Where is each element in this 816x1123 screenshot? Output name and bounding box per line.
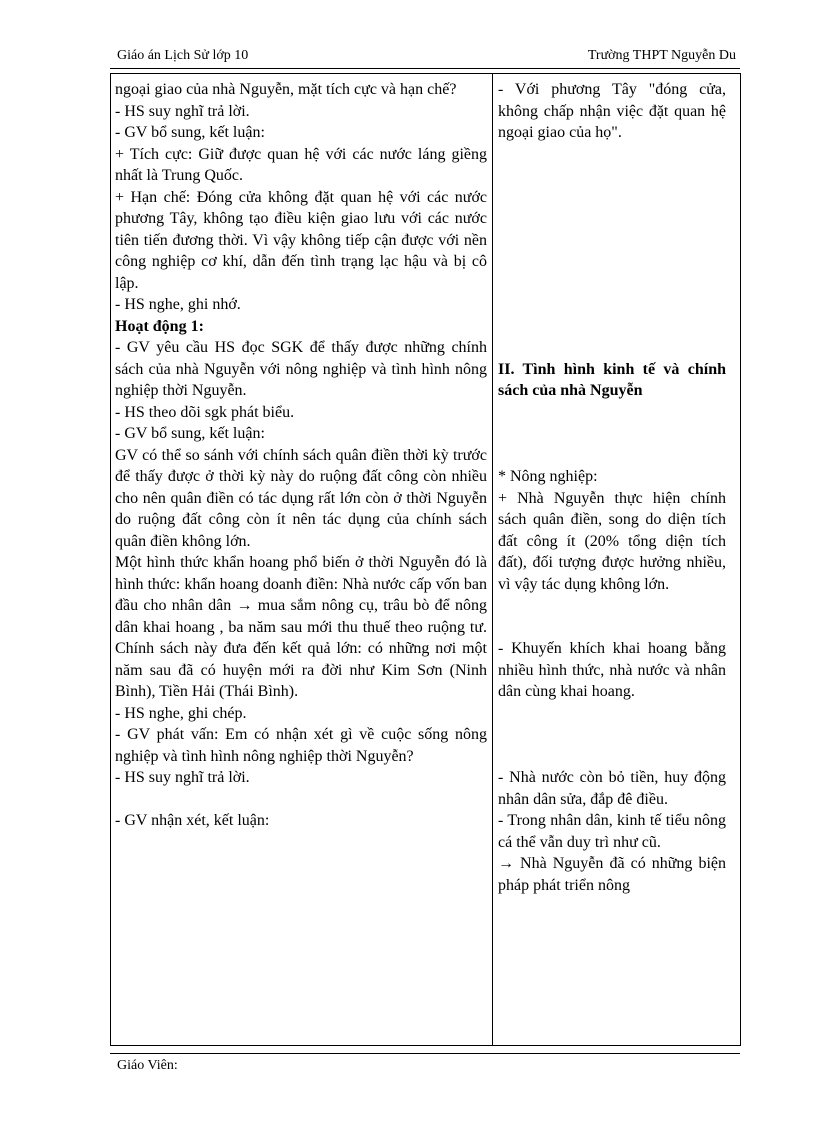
right-para-7: → Nhà Nguyễn đã có những biện pháp phát triển nông [498, 855, 726, 894]
left-para-11: Một hình thức khẩn hoang phổ biến ở thời Nguyễn đó là hình thức: khẩn hoang doanh điền: Nhà nước cấp vốn ban đầu cho nhân dân → mua sắm nông cụ, trâu bò để nông dân khai hoang , ba năm sau mới thu thuế theo ruộng tư. Chính sách này đưa đến kết quả lớn: có những nơi một năm sau đã có huyện mới ra đời như Kim Sơn (Ninh Bình), Tiền Hải (Thái Bình). [115, 554, 487, 700]
left-para-12: - HS nghe, ghi chép. [115, 704, 247, 722]
right-para-5: - Nhà nước còn bỏ tiền, huy động nhân dân sửa, đắp đê điều. [498, 769, 726, 808]
column-divider [492, 74, 493, 1045]
section-heading: II. Tình hình kinh tế và chính sách của nhà Nguyễn [498, 360, 726, 399]
right-para-3: + Nhà Nguyễn thực hiện chính sách quân điền, song do diện tích đất công ít (20% tổng diện tích đất), đối tượng được hưởng nhiều, vì vậy tác dụng không lớn. [498, 489, 726, 593]
right-para-2: * Nông nghiệp: [498, 468, 598, 485]
header-subject: Giáo án Lịch Sử lớp 10 [117, 48, 249, 63]
footer-teacher-label: Giáo Viên: [117, 1058, 178, 1073]
left-para-4: + Hạn chế: Đóng cửa không đặt quan hệ với các nước phương Tây, không tạo điều kiện giao lưu với các nước tiên tiến đương thời. Vì vậy không tiếp cận được với nền công nghiệp cơ khí, dẫn đến tình trạng lạc hậu và bị cô lập. [115, 188, 487, 292]
left-para-15: - GV nhận xét, kết luận: [115, 812, 270, 829]
right-para-6: - Trong nhân dân, kinh tế tiểu nông cá thể vẫn duy trì như cũ. [498, 812, 726, 851]
knowledge-column [498, 79, 726, 896]
left-para-0: ngoại giao của nhà Nguyễn, mặt tích cực và hạn chế? [115, 81, 457, 98]
left-para-13: - GV phát vấn: Em có nhận xét gì về cuộc sống nông nghiệp và tình hình nông nghiệp thời Nguyễn? [115, 726, 487, 765]
left-para-2: - GV bổ sung, kết luận: [115, 124, 265, 141]
teacher-student-activities-column [115, 79, 487, 832]
right-para-4: - Khuyến khích khai hoang bằng nhiều hình thức, nhà nước và nhân dân cùng khai hoang. [498, 640, 726, 700]
header-school: Trường THPT Nguyễn Du [587, 48, 736, 63]
left-para-3: + Tích cực: Giữ được quan hệ với các nước láng giềng nhất là Trung Quốc. [115, 145, 487, 184]
left-para-9: - GV bổ sung, kết luận: [115, 425, 265, 442]
header-divider [110, 68, 740, 69]
footer-divider [110, 1053, 740, 1054]
activity-heading: Hoạt động 1: [115, 317, 204, 335]
page-header [113, 48, 740, 66]
right-para-0: - Với phương Tây "đóng cửa, không chấp nhận việc đặt quan hệ ngoại giao của họ". [498, 81, 726, 141]
lesson-table [110, 73, 741, 1046]
left-para-5: - HS nghe, ghi nhớ. [115, 296, 241, 313]
left-para-10: GV có thể so sánh với chính sách quân điền thời kỳ trước để thấy được ở thời kỳ này do ruộng đất công còn nhiều cho nên quân điền có tác dụng rất lớn còn ở thời Nguyễn do ruộng đất công còn ít nên tác dụng của chính sách quân điền không lớn. [115, 446, 487, 550]
left-para-8: - HS theo dõi sgk phát biểu. [115, 403, 295, 421]
left-para-7: - GV yêu cầu HS đọc SGK để thấy được những chính sách của nhà Nguyễn với nông nghiệp và tình hình nông nghiệp thời Nguyễn. [115, 339, 487, 399]
left-para-1: - HS suy nghĩ trả lời. [115, 102, 250, 120]
left-para-14: - HS suy nghĩ trả lời. [115, 769, 250, 786]
